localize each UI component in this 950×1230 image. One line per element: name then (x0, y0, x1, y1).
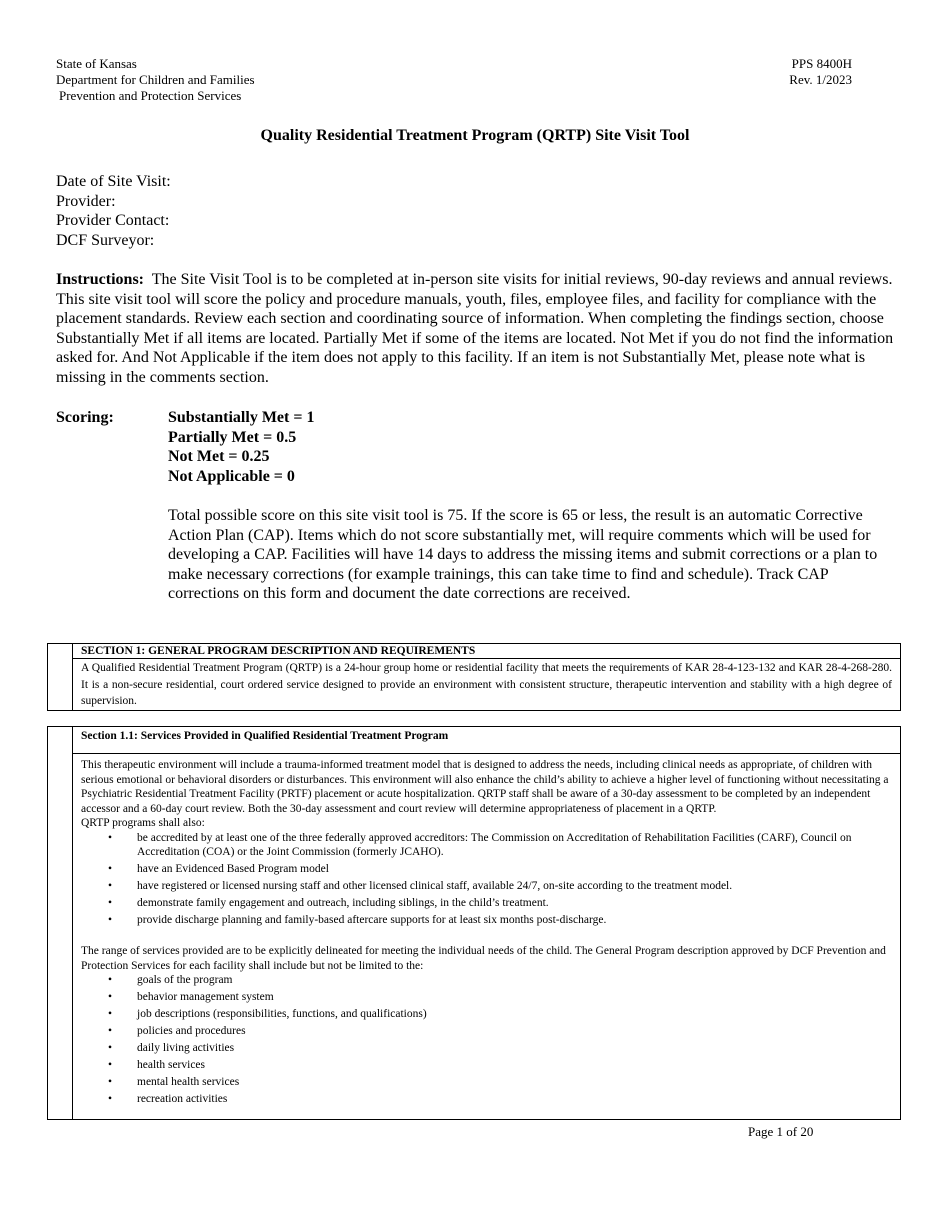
instructions-paragraph (56, 270, 896, 387)
section-1-1-margin-column (48, 727, 73, 1119)
list-item: • be accredited by at least one of the three federally approved accreditors: The Commission on Accreditation of Rehabilitation Facilities (CARF), Council on Accreditation (COA) or the Joint Commission (formerly JCAHO). (81, 831, 892, 860)
instructions-label: Instructions: (56, 271, 145, 288)
section-1-heading: SECTION 1: GENERAL PROGRAM DESCRIPTION AND REQUIREMENTS (73, 644, 900, 659)
list-item: • have registered or licensed nursing staff and other licensed clinical staff, available 24/7, on-site according to the treatment model. (81, 879, 892, 894)
form-number: PPS 8400H (791, 56, 852, 71)
list-item: • health services (81, 1058, 892, 1073)
visit-fields (56, 172, 171, 250)
field-date-of-site-visit: Date of Site Visit: (56, 173, 171, 190)
section-1-1-table (47, 726, 901, 1120)
section-1-margin-column (48, 644, 73, 710)
field-provider: Provider: (56, 192, 116, 210)
scoring-list (168, 408, 314, 486)
form-id-header (789, 56, 852, 88)
section-1-body: A Qualified Residential Treatment Program (QRTP) is a 24-hour group home or residential facility that meets the requirements of KAR 28-4-123-132 and KAR 28-4-268-280. It is a non-secure residential, court ordered service designed to provide an environment with consistent structure, therapeutic intervention and stability with a high degree of supervision. (81, 662, 892, 707)
document-title: Quality Residential Treatment Program (QRTP) Site Visit Tool (260, 127, 690, 144)
form-revision: Rev. 1/2023 (789, 72, 852, 87)
list-item: • goals of the program (81, 973, 892, 988)
list-item: • policies and procedures (81, 1024, 892, 1039)
agency-state: State of Kansas (56, 56, 137, 71)
agency-header (56, 56, 255, 104)
list-item: • job descriptions (responsibilities, functions, and qualifications) (81, 1007, 892, 1022)
scoring-label: Scoring: (56, 409, 114, 426)
section-1-1-body (73, 754, 900, 1107)
section-1-1-range-text: The range of services provided are to be explicitly delineated for meeting the individual needs of the child. The General Program description approved by DCF Prevention and Protection Services for each facility shall include but not be limited to the: (81, 945, 886, 972)
score-substantially-met: Substantially Met = 1 (168, 409, 315, 426)
page-number: Page 1 of 20 (748, 1124, 814, 1139)
list-item: • recreation activities (81, 1092, 892, 1107)
agency-department: Department for Children and Families (56, 72, 255, 87)
agency-division: Prevention and Protection Services (59, 88, 242, 103)
scoring-paragraph: Total possible score on this site visit tool is 75. If the score is 65 or less, the result is an automatic Corrective Action Plan (CAP). Items which do not score substantially met, will require comments which will be used for developing a CAP. Facilities will have 14 days to address the missing items and submit corrections or a plan to make necessary corrections (for example trainings, this can take time to find and schedule). Track CAP corrections on this form and document the date corrections are received. (168, 507, 878, 602)
list-item: • mental health services (81, 1075, 892, 1090)
section-1-1-intro: This therapeutic environment will include a trauma-informed treatment model that is designed to address the needs, including clinical needs as appropriate, of children with serious emotional or behavioral disorders or disturbances. This environment will also enhance the child’s ability to achieve a higher level of functioning without necessitating a Psychiatric Residential Treatment Facility (PRTF) placement or acute hospitalization. QRTP staff shall be aware of a 30-day assessment to be completed by an independent accessor and a 60-day court review. Both the 30-day assessment and court review will determine appropriateness of placement in a QRTP. (81, 759, 889, 815)
instructions-text: The Site Visit Tool is to be completed at in-person site visits for initial reviews, 90-day reviews and annual reviews. This site visit tool will score the policy and procedure manuals, youth, files, employee files, and facility for compliance with the placement standards. Review each section and coordinating source of information. When completing the findings section, choose Substantially Met if all items are located. Partially Met if some of the items are located. Not Met if you do not find the information asked for. And Not Applicable if the item does not apply to this facility. If an item is not Substantially Met, please note what is missing in the comments section. (56, 271, 894, 386)
field-provider-contact: Provider Contact: (56, 212, 170, 229)
list-item: • have an Evidenced Based Program model (81, 862, 892, 877)
list-item: • behavior management system (81, 990, 892, 1005)
section-1-1-shall-also: QRTP programs shall also: (81, 817, 205, 829)
list-item: • demonstrate family engagement and outreach, including siblings, in the child’s treatment. (81, 896, 892, 911)
score-not-met: Not Met = 0.25 (168, 448, 270, 465)
section-1-table (47, 643, 901, 711)
services-list (81, 973, 892, 1107)
section-1-1-heading: Section 1.1: Services Provided in Qualified Residential Treatment Program (73, 727, 900, 754)
list-item: • daily living activities (81, 1041, 892, 1056)
requirements-list (81, 831, 892, 928)
list-item: • provide discharge planning and family-based aftercare supports for at least six months post-discharge. (81, 913, 892, 928)
score-partially-met: Partially Met = 0.5 (168, 428, 297, 446)
score-not-applicable: Not Applicable = 0 (168, 467, 295, 485)
field-dcf-surveyor: DCF Surveyor: (56, 231, 155, 249)
